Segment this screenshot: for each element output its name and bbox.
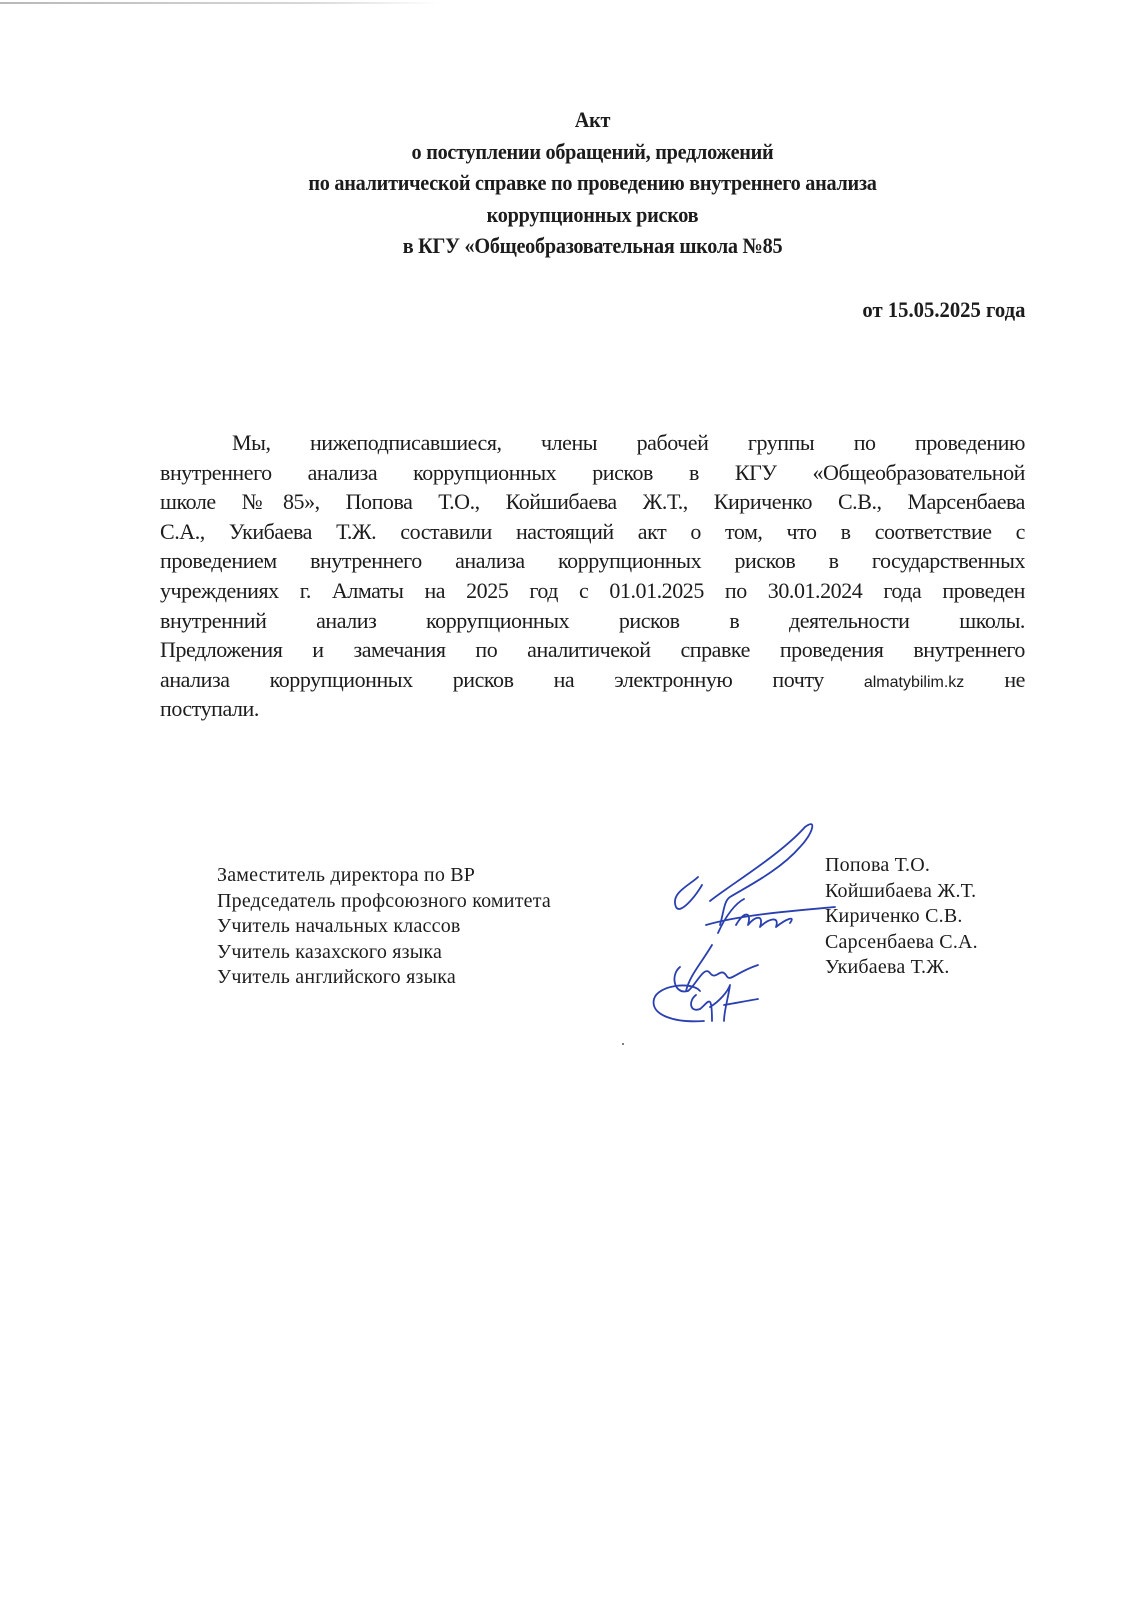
signatory-role: Заместитель директора по ВР	[217, 864, 476, 886]
signatory-roles	[217, 863, 551, 991]
body-line: школе №85», Попова Т.О., Койшибаева Ж.Т., Кириченко С.В., Марсенбаева	[160, 489, 1025, 515]
title-line: по аналитической справке по проведению внутреннего анализа	[308, 170, 877, 195]
title-line: о поступлении обращений, предложений	[411, 138, 774, 164]
signatory-role: Учитель казахского языка	[217, 940, 443, 963]
signatory-names	[825, 853, 978, 981]
email-address: almatybilim.kz	[863, 673, 965, 691]
body-line: поступали.	[160, 696, 259, 722]
signatory-name: Попова Т.О.	[825, 854, 931, 876]
signatory-name: Укибаева Т.Ж.	[825, 956, 950, 978]
document-date: от 15.05.2025 года	[861, 297, 1025, 322]
body-line: внутреннего анализа коррупционных рисков в КГУ «Общеобразовательной	[160, 459, 1025, 485]
body-paragraph	[160, 428, 1025, 724]
body-line: Предложения и замечания по аналитичекой справке проведения внутреннего	[160, 637, 1025, 663]
body-line: внутренний анализ коррупционных рисков в деятельности школы.	[160, 607, 1025, 633]
document-title	[195, 104, 991, 262]
body-line-email	[160, 665, 1025, 695]
signatory-role: Председатель профсоюзного комитета	[217, 889, 551, 912]
signatory-name: Кириченко С.В.	[825, 905, 963, 927]
signature-ukibaeva	[691, 985, 758, 1021]
body-line: Мы, нижеподписавшиеся, члены рабочей группы по проведению	[232, 430, 1025, 455]
scan-edge-line	[0, 2, 440, 4]
signature-popova	[675, 824, 812, 925]
signatory-name: Койшибаева Ж.Т.	[825, 879, 977, 902]
title-line: Акт	[574, 107, 611, 132]
body-line: проведением внутреннего анализа коррупционных рисков в государственных	[160, 548, 1025, 574]
body-line: учреждениях г. Алматы на 2025 год с 01.01.2025 по 30.01.2024 года проведен	[160, 577, 1025, 603]
body-line-text: не	[1004, 666, 1025, 692]
body-line-text: анализа коррупционных рисков на электронную почту	[160, 666, 824, 692]
signature-kirichenko	[674, 945, 758, 992]
signature-sarsenbaeva	[654, 985, 704, 1021]
body-line: С.А., Укибаева Т.Ж. составили настоящий акт о том, что в соответствие с	[160, 518, 1025, 544]
signatory-role: Учитель начальных классов	[217, 915, 461, 937]
signatory-role: Учитель английского языка	[217, 966, 456, 988]
title-line: коррупционных рисков	[486, 201, 699, 227]
handwritten-signatures	[640, 815, 850, 1035]
title-line: в КГУ «Общеобразовательная школа №85	[402, 233, 783, 258]
signatory-name: Сарсенбаева С.А.	[825, 930, 978, 953]
scan-speck	[622, 1043, 624, 1045]
